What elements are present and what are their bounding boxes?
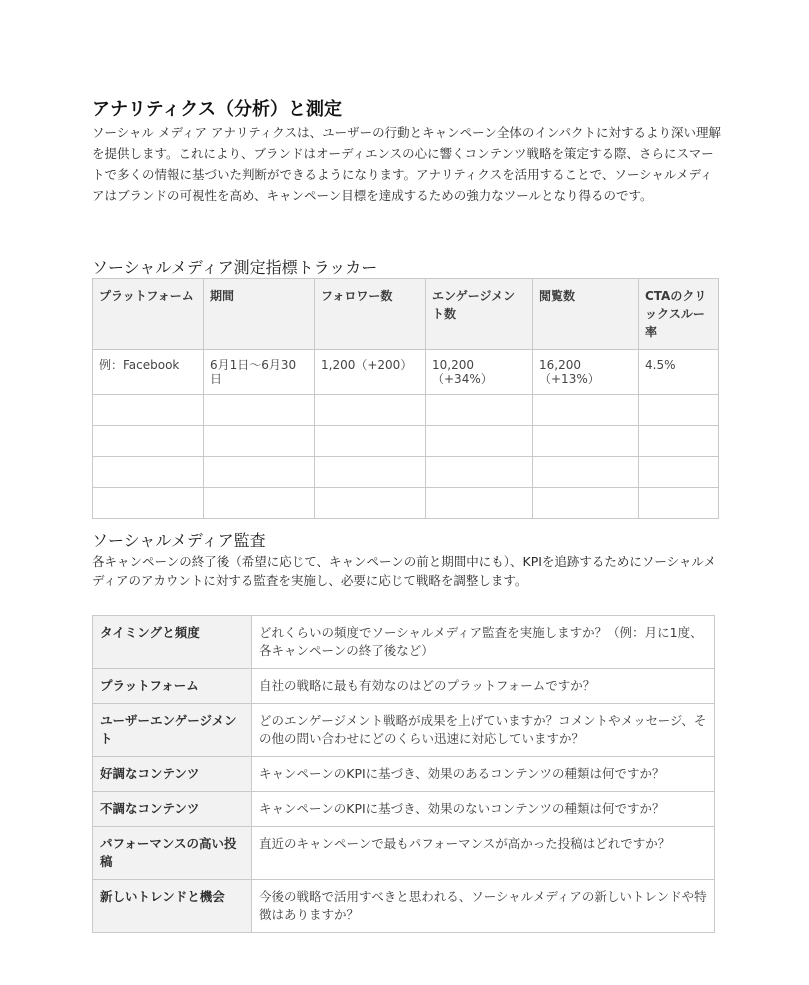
audit-label: 好調なコンテンツ: [93, 757, 252, 792]
cell-engagements[interactable]: 10,200（+34%）: [426, 350, 533, 395]
audit-question[interactable]: 自社の戦略に最も有効なのはどのプラットフォームですか？: [252, 669, 715, 704]
audit-row-timing: [93, 616, 715, 669]
table-row: [93, 350, 719, 395]
empty-cell[interactable]: [426, 457, 533, 488]
analytics-heading: アナリティクス（分析）と測定: [92, 99, 343, 120]
audit-table: [92, 615, 715, 933]
cell-cta-ctr[interactable]: 4.5%: [639, 350, 719, 395]
empty-cell[interactable]: [533, 488, 639, 519]
empty-cell[interactable]: [426, 426, 533, 457]
empty-cell[interactable]: [533, 457, 639, 488]
audit-label: 不調なコンテンツ: [93, 792, 252, 827]
empty-cell[interactable]: [426, 488, 533, 519]
audit-row-trends: [93, 880, 715, 933]
empty-cell[interactable]: [315, 457, 426, 488]
empty-cell[interactable]: [315, 426, 426, 457]
tracker-heading: ソーシャルメディア測定指標トラッカー: [92, 258, 378, 277]
audit-heading: ソーシャルメディア監査: [92, 531, 266, 550]
empty-cell[interactable]: [533, 395, 639, 426]
header-followers: フォロワー数: [315, 279, 426, 350]
empty-cell[interactable]: [204, 457, 315, 488]
empty-cell[interactable]: [93, 488, 204, 519]
audit-row-engagement: [93, 704, 715, 757]
header-engagements: エンゲージメント数: [426, 279, 533, 350]
empty-cell[interactable]: [204, 395, 315, 426]
metrics-tracker-table: [92, 278, 719, 519]
empty-cell[interactable]: [93, 395, 204, 426]
audit-label: ユーザーエンゲージメント: [93, 704, 252, 757]
cell-platform[interactable]: 例：Facebook: [93, 350, 204, 395]
audit-question[interactable]: 直近のキャンペーンで最もパフォーマンスが高かった投稿はどれですか？: [252, 827, 715, 880]
audit-label: 新しいトレンドと機会: [93, 880, 252, 933]
audit-label: パフォーマンスの高い投稿: [93, 827, 252, 880]
audit-question[interactable]: 今後の戦略で活用すべきと思われる、ソーシャルメディアの新しいトレンドや特徴はありますか？: [252, 880, 715, 933]
tracker-header-row: [93, 279, 719, 350]
audit-paragraph: 各キャンペーンの終了後（希望に応じて、キャンペーンの前と期間中にも）、KPIを追跡するためにソーシャルメディアのアカウントに対する監査を実施し、必要に応じて戦略を調整します。: [92, 554, 717, 588]
audit-row-platform: [93, 669, 715, 704]
header-period: 期間: [204, 279, 315, 350]
audit-question[interactable]: キャンペーンのKPIに基づき、効果のないコンテンツの種類は何ですか？: [252, 792, 715, 827]
empty-cell[interactable]: [639, 457, 719, 488]
empty-cell[interactable]: [315, 395, 426, 426]
header-cta-ctr: CTAのクリックスルー率: [639, 279, 719, 350]
table-row: [93, 488, 719, 519]
audit-row-good-content: [93, 757, 715, 792]
header-platform: プラットフォーム: [93, 279, 204, 350]
empty-cell[interactable]: [639, 395, 719, 426]
empty-cell[interactable]: [426, 395, 533, 426]
cell-period[interactable]: 6月1日〜6月30日: [204, 350, 315, 395]
empty-cell[interactable]: [93, 457, 204, 488]
table-row: [93, 457, 719, 488]
empty-cell[interactable]: [315, 488, 426, 519]
empty-cell[interactable]: [639, 426, 719, 457]
table-row: [93, 426, 719, 457]
audit-question[interactable]: キャンペーンのKPIに基づき、効果のあるコンテンツの種類は何ですか？: [252, 757, 715, 792]
audit-question[interactable]: どのエンゲージメント戦略が成果を上げていますか？コメントやメッセージ、その他の問い合わせにどのくらい迅速に対応していますか？: [252, 704, 715, 757]
empty-cell[interactable]: [93, 426, 204, 457]
audit-question[interactable]: どれくらいの頻度でソーシャルメディア監査を実施しますか？（例：月に1度、各キャンペーンの終了後など）: [252, 616, 715, 669]
empty-cell[interactable]: [533, 426, 639, 457]
audit-row-top-posts: [93, 827, 715, 880]
audit-label: タイミングと頻度: [93, 616, 252, 669]
audit-row-poor-content: [93, 792, 715, 827]
empty-cell[interactable]: [204, 488, 315, 519]
cell-views[interactable]: 16,200（+13%）: [533, 350, 639, 395]
analytics-paragraph: ソーシャル メディア アナリティクスは、ユーザーの行動とキャンペーン全体のインパクトに対するより深い理解を提供します。これにより、ブランドはオーディエンスの心に響くコンテンツ戦略を策定する際、さらにスマートで多くの情報に基づいた判断ができるようになります。アナリティクスを活用することで、ソーシャルメディアはブランドの可視性を高め、キャンペーン目標を達成するための強力なツールとなり得るのです。: [92, 125, 721, 203]
empty-cell[interactable]: [639, 488, 719, 519]
audit-label: プラットフォーム: [93, 669, 252, 704]
header-views: 閲覧数: [533, 279, 639, 350]
cell-followers[interactable]: 1,200（+200）: [315, 350, 426, 395]
empty-cell[interactable]: [204, 426, 315, 457]
table-row: [93, 395, 719, 426]
